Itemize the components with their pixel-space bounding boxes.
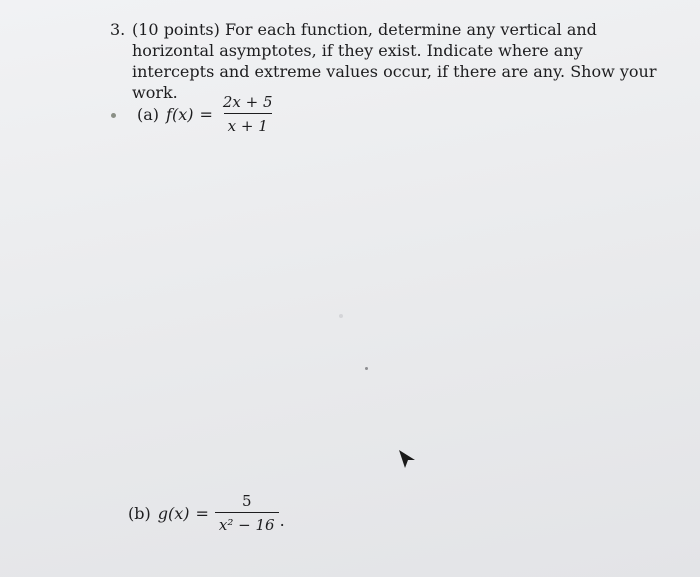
part-a-equals: = — [199, 104, 213, 124]
part-b — [128, 492, 285, 534]
part-b-equals: = — [195, 503, 209, 523]
part-b-denominator: x² − 16 — [215, 512, 279, 534]
part-b-numerator: 5 — [241, 492, 252, 510]
part-a-label: (a) — [137, 104, 160, 124]
pointer-arrow-icon — [397, 448, 417, 470]
paper-speck — [365, 367, 368, 370]
paper-speck — [339, 314, 343, 318]
bullet-mark — [111, 113, 116, 118]
part-a-function-name: f(x) — [166, 104, 194, 124]
part-a — [137, 93, 277, 135]
part-b-period: . — [279, 511, 285, 530]
part-a-fraction — [219, 93, 277, 135]
part-b-label: (b) — [128, 503, 151, 523]
part-a-numerator: 2x + 5 — [222, 93, 273, 111]
part-b-fraction — [215, 492, 279, 534]
part-a-denominator: x + 1 — [224, 113, 272, 135]
question-3 — [110, 19, 670, 103]
question-number: 3. — [110, 20, 126, 39]
question-text: (10 points) For each function, determine any vertical and horizontal asymptotes, if they exist. Indicate where any intercepts and extreme values occur, if there are any. Show your work. — [132, 20, 657, 102]
part-b-function-name: g(x) — [157, 503, 190, 523]
